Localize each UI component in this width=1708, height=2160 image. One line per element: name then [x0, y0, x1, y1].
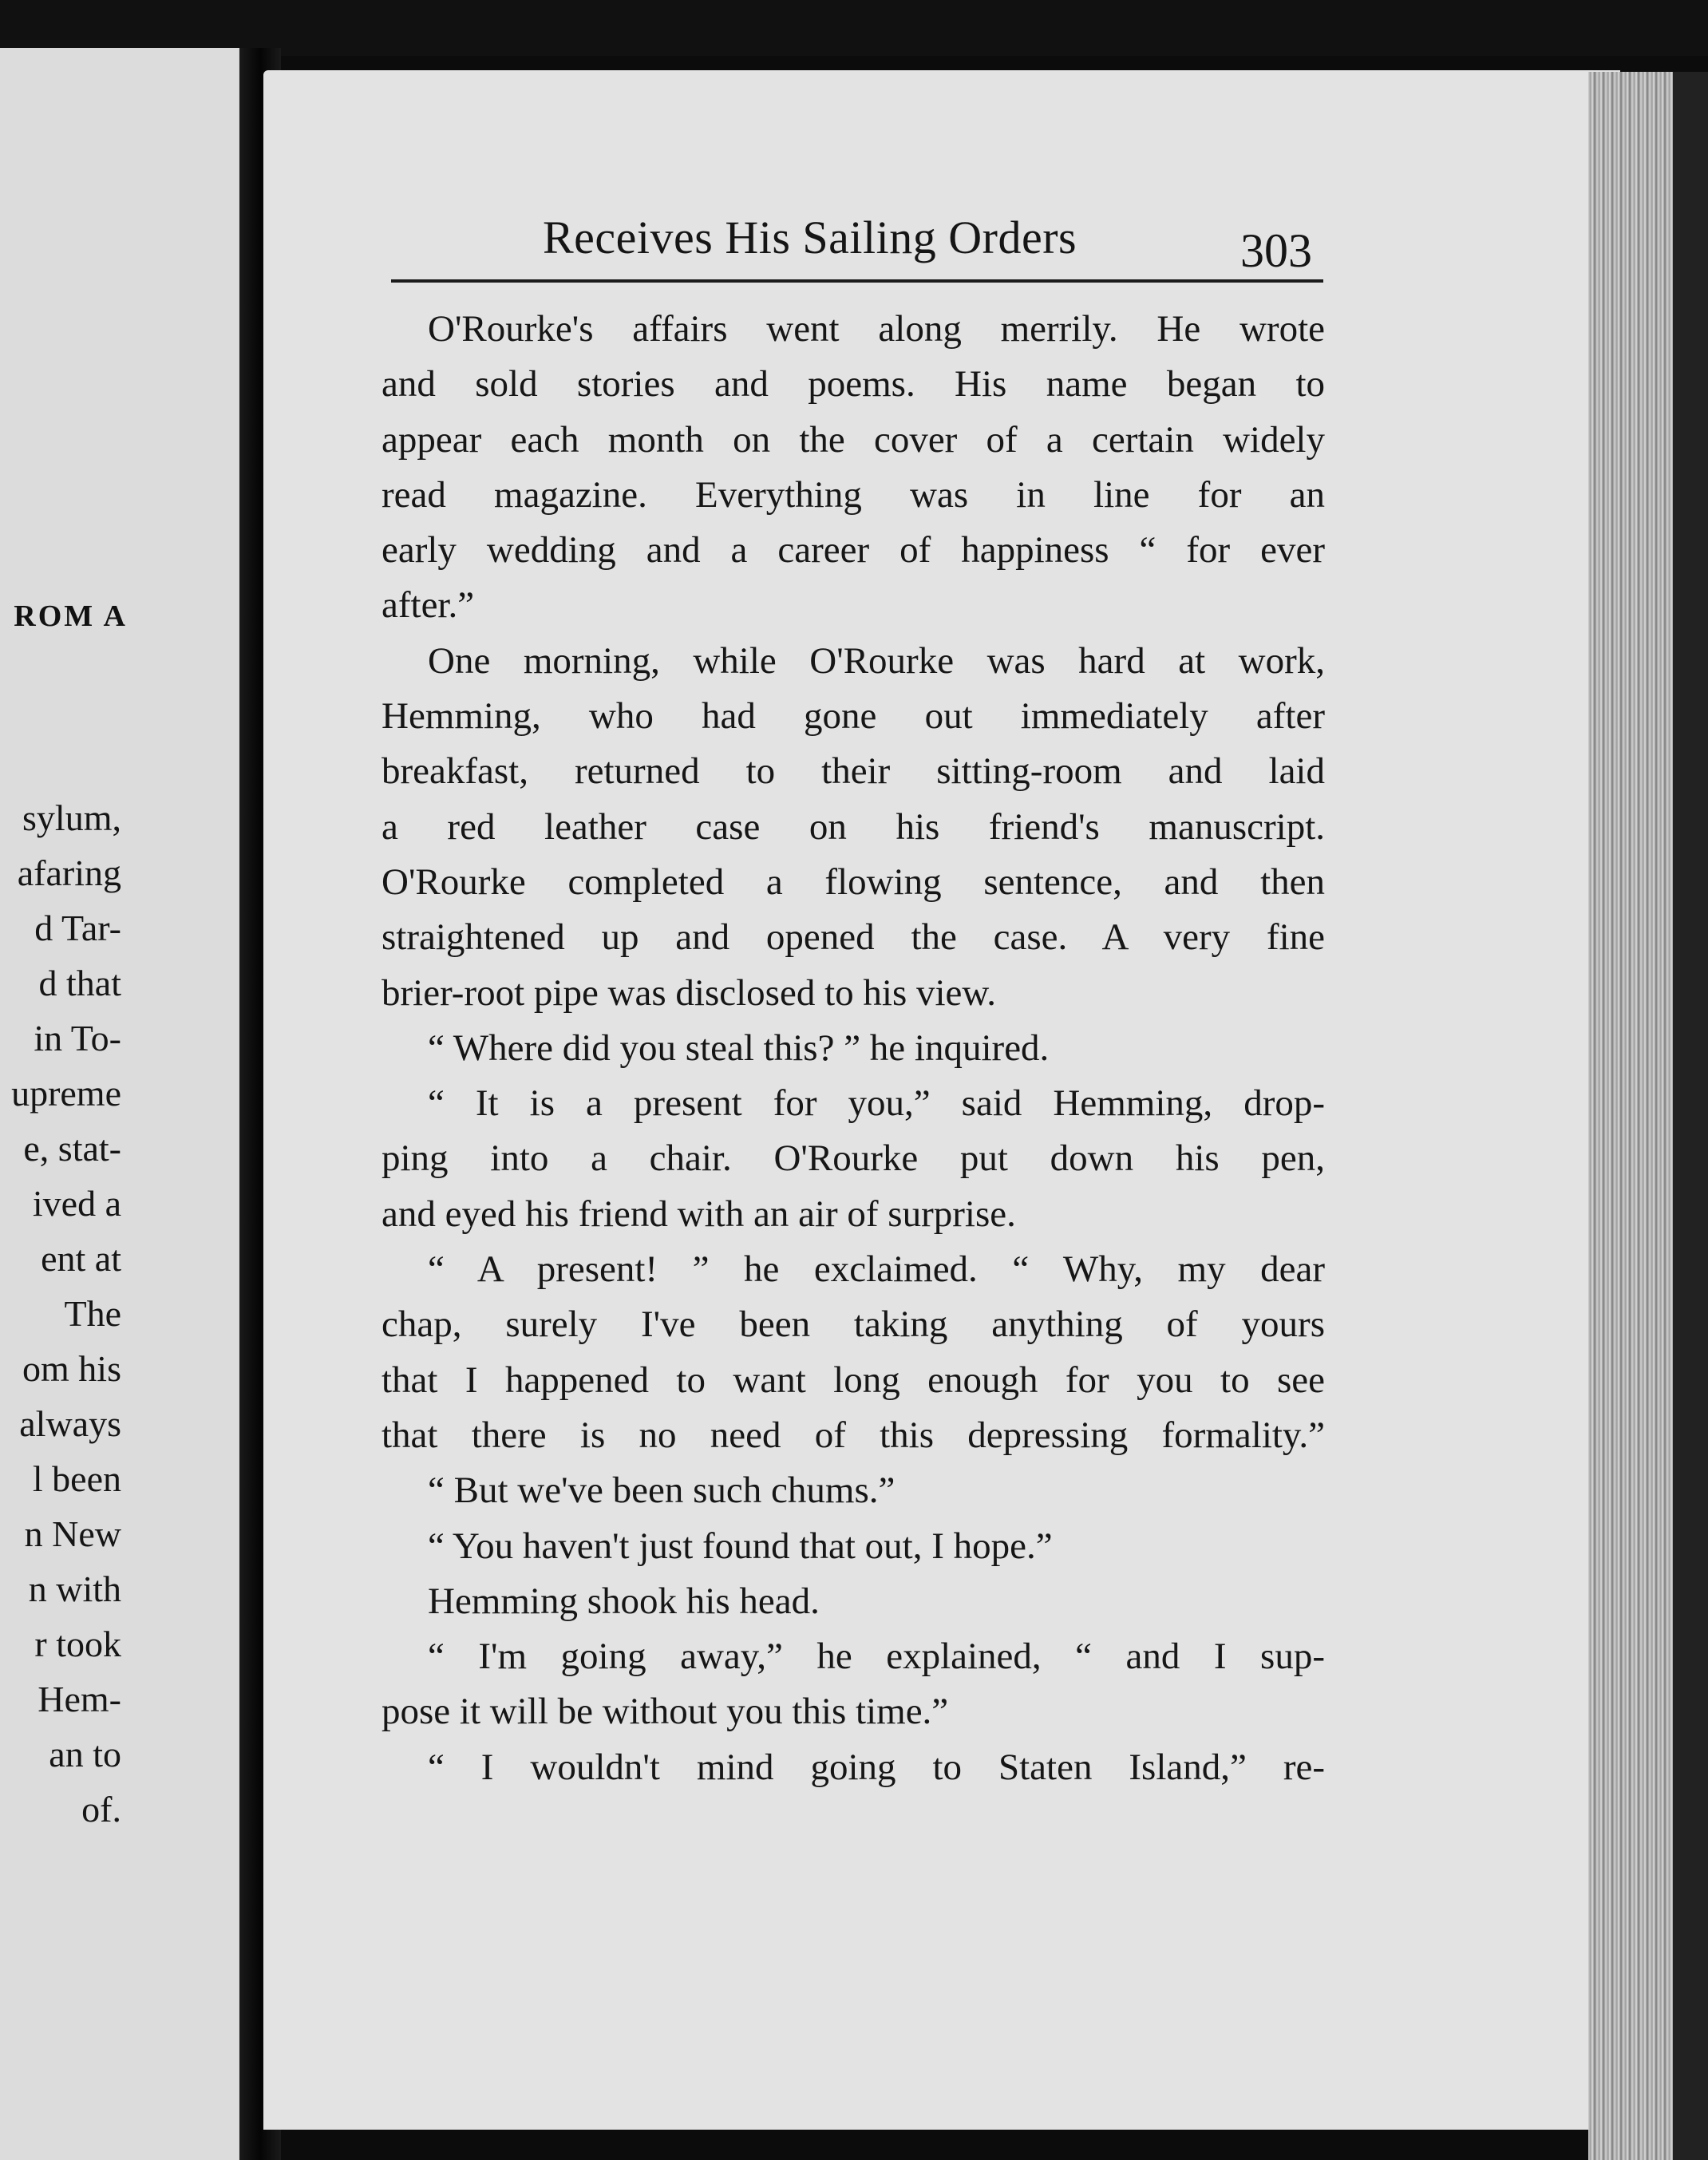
- text-line: that there is no need of this depressing formality.”: [382, 1414, 1325, 1456]
- text-line: after.”: [382, 584, 475, 627]
- left-line: an to: [49, 1734, 121, 1774]
- text-line: breakfast, returned to their sitting-room and laid: [382, 750, 1325, 793]
- left-line: afaring: [17, 853, 121, 893]
- left-facing-page: [0, 48, 254, 2160]
- text-line: “ It is a present for you,” said Hemming, drop-: [428, 1082, 1325, 1125]
- header-rule: [391, 279, 1323, 283]
- text-line: “ I'm going away,” he explained, “ and I sup-: [428, 1636, 1325, 1678]
- text-line: chap, surely I've been taking anything of yours: [382, 1304, 1325, 1346]
- left-line: ent at: [41, 1238, 121, 1279]
- text-line: straightened up and opened the case. A very fine: [382, 916, 1325, 959]
- text-line: early wedding and a career of happiness “ for ever: [382, 529, 1325, 572]
- text-line: and sold stories and poems. His name began to: [382, 363, 1325, 405]
- text-line: O'Rourke's affairs went along merrily. He wrote: [428, 308, 1325, 350]
- text-line: a red leather case on his friend's manuscript.: [382, 805, 1325, 848]
- text-line: “ You haven't just found that out, I hope.”: [428, 1525, 1053, 1567]
- text-line: “ A present! ” he exclaimed. “ Why, my dear: [428, 1248, 1325, 1291]
- left-line: in To-: [34, 1018, 121, 1058]
- left-line: n New: [24, 1513, 121, 1554]
- text-line: “ Where did you steal this? ” he inquired.: [428, 1027, 1050, 1069]
- left-line: upreme: [11, 1073, 121, 1114]
- text-line: brier-root pipe was disclosed to his view.: [382, 971, 997, 1014]
- left-line: d that: [38, 963, 121, 1003]
- left-line: e, stat-: [23, 1128, 121, 1169]
- left-line: n with: [28, 1569, 121, 1609]
- left-line: om his: [22, 1348, 121, 1389]
- text-line: ping into a chair. O'Rourke put down his pen,: [382, 1137, 1325, 1180]
- running-title: Receives His Sailing Orders: [543, 212, 1077, 263]
- left-page-text: [0, 790, 121, 1837]
- text-line: One morning, while O'Rourke was hard at work,: [428, 639, 1325, 682]
- text-line: read magazine. Everything was in line for an: [382, 473, 1325, 516]
- left-line: of.: [81, 1789, 121, 1830]
- left-line: Hem-: [38, 1679, 121, 1719]
- page-number: 303: [1240, 224, 1312, 277]
- text-line: O'Rourke completed a flowing sentence, and then: [382, 860, 1325, 903]
- text-line: “ I wouldn't mind going to Staten Island,” re-: [428, 1746, 1325, 1788]
- left-line: sylum,: [22, 797, 121, 838]
- left-line: d Tar-: [34, 908, 121, 948]
- text-line: “ But we've been such chums.”: [428, 1470, 896, 1512]
- left-line: ived a: [32, 1183, 121, 1224]
- text-line: and eyed his friend with an air of surprise.: [382, 1193, 1016, 1235]
- text-line: Hemming shook his head.: [428, 1580, 820, 1622]
- left-line: The: [64, 1293, 121, 1334]
- left-line: r took: [34, 1624, 121, 1664]
- left-page-header-fragment: ROM A: [14, 599, 128, 633]
- text-line: Hemming, who had gone out immediately after: [382, 695, 1325, 738]
- text-line: pose it will be without you this time.”: [382, 1691, 949, 1733]
- text-line: appear each month on the cover of a certain widely: [382, 418, 1325, 461]
- text-line: that I happened to want long enough for you to see: [382, 1359, 1325, 1401]
- page-edge-shadow: [1673, 72, 1708, 2160]
- left-line: l been: [32, 1458, 121, 1499]
- left-line: always: [19, 1403, 121, 1444]
- body-text: [382, 302, 1325, 1795]
